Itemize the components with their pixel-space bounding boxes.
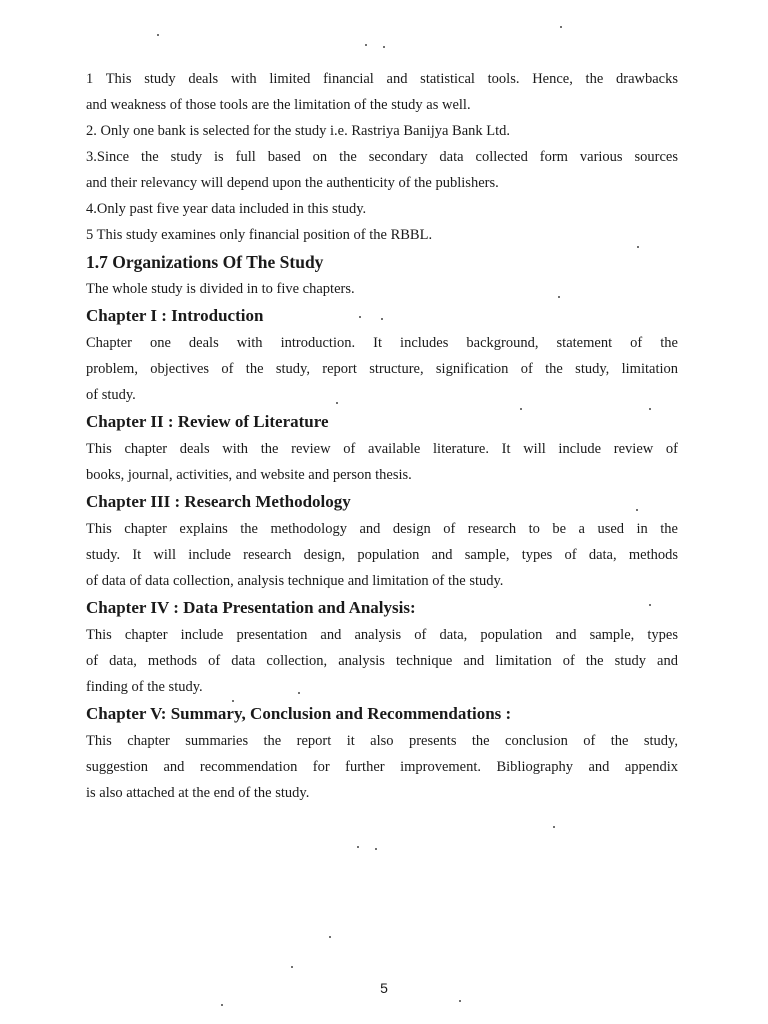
text-line: books, journal, activities, and website and person thesis. [86,467,412,483]
scan-speck [157,34,159,36]
text-line: This chapter explains the methodology and design of research to be a used in the [86,521,678,537]
chapter-body [86,436,678,488]
text-line: suggestion and recommendation for further improvement. Bibliography and appendix [86,759,678,775]
text-line: 4.Only past five year data included in this study. [86,201,367,217]
chapter-2 [86,408,678,488]
chapter-3 [86,488,678,594]
text-line: This chapter deals with the review of available literature. It will include review of [86,441,678,457]
scan-speck [329,936,331,938]
scan-speck [383,46,385,48]
scan-speck [298,692,300,694]
chapter-body [86,728,678,806]
scan-speck [649,604,651,606]
scan-speck [365,44,367,46]
scan-speck [232,700,234,702]
limitation-item-5 [86,222,678,248]
text-line: Chapter one deals with introduction. It includes background, statement of the [86,335,678,351]
scan-speck [520,408,522,410]
text-line: of data of data collection, analysis technique and limitation of the study. [86,573,504,589]
text-line: 3.Since the study is full based on the secondary data collected form various sources [86,149,678,165]
limitation-item-4 [86,196,678,222]
chapter-heading: Chapter IV : Data Presentation and Analysis: [86,598,416,617]
section-intro [86,276,678,302]
limitation-item-2 [86,118,678,144]
scan-speck [336,402,338,404]
text-line: finding of the study. [86,679,203,695]
document-page [86,66,678,806]
chapter-heading: Chapter V: Summary, Conclusion and Recommendations : [86,704,512,723]
text-line: of data, methods of data collection, analysis technique and limitation of the study and [86,653,678,669]
scan-speck [636,509,638,511]
chapter-body [86,330,678,408]
scan-speck [649,408,651,410]
limitation-item-1 [86,66,678,118]
text-line: This chapter include presentation and analysis of data, population and sample, types [86,627,678,643]
scan-speck [553,826,555,828]
scan-speck [359,316,361,318]
scan-speck [381,318,383,320]
scan-speck [375,848,377,850]
text-line: 1 This study deals with limited financial and statistical tools. Hence, the drawbacks [86,71,678,87]
text-line: 5 This study examines only financial position of the RBBL. [86,227,433,243]
chapter-5 [86,700,678,806]
scan-speck [558,296,560,298]
chapter-body [86,516,678,594]
scan-speck [291,966,293,968]
page-number: 5 [380,980,388,996]
scan-speck [221,1004,223,1006]
chapter-heading: Chapter I : Introduction [86,306,264,325]
scan-speck [357,846,359,848]
text-line: is also attached at the end of the study. [86,785,310,801]
text-line: This chapter summaries the report it also presents the conclusion of the study, [86,733,678,749]
text-line: and weakness of those tools are the limitation of the study as well. [86,97,471,113]
scan-speck [637,246,639,248]
text-line: problem, objectives of the study, report structure, signification of the study, limitation [86,361,678,377]
text-line: of study. [86,387,136,403]
limitations-list [86,66,678,248]
chapter-heading: Chapter II : Review of Literature [86,412,329,431]
text-line: and their relevancy will depend upon the authenticity of the publishers. [86,175,499,191]
chapter-heading: Chapter III : Research Methodology [86,492,351,511]
limitation-item-3 [86,144,678,196]
chapter-body [86,622,678,700]
text-line: The whole study is divided in to five chapters. [86,281,355,297]
chapter-4 [86,594,678,700]
scan-speck [560,26,562,28]
text-line: study. It will include research design, population and sample, types of data, methods [86,547,678,563]
section-heading: 1.7 Organizations Of The Study [86,252,324,272]
text-line: 2. Only one bank is selected for the study i.e. Rastriya Banijya Bank Ltd. [86,123,511,139]
scan-speck [459,1000,461,1002]
